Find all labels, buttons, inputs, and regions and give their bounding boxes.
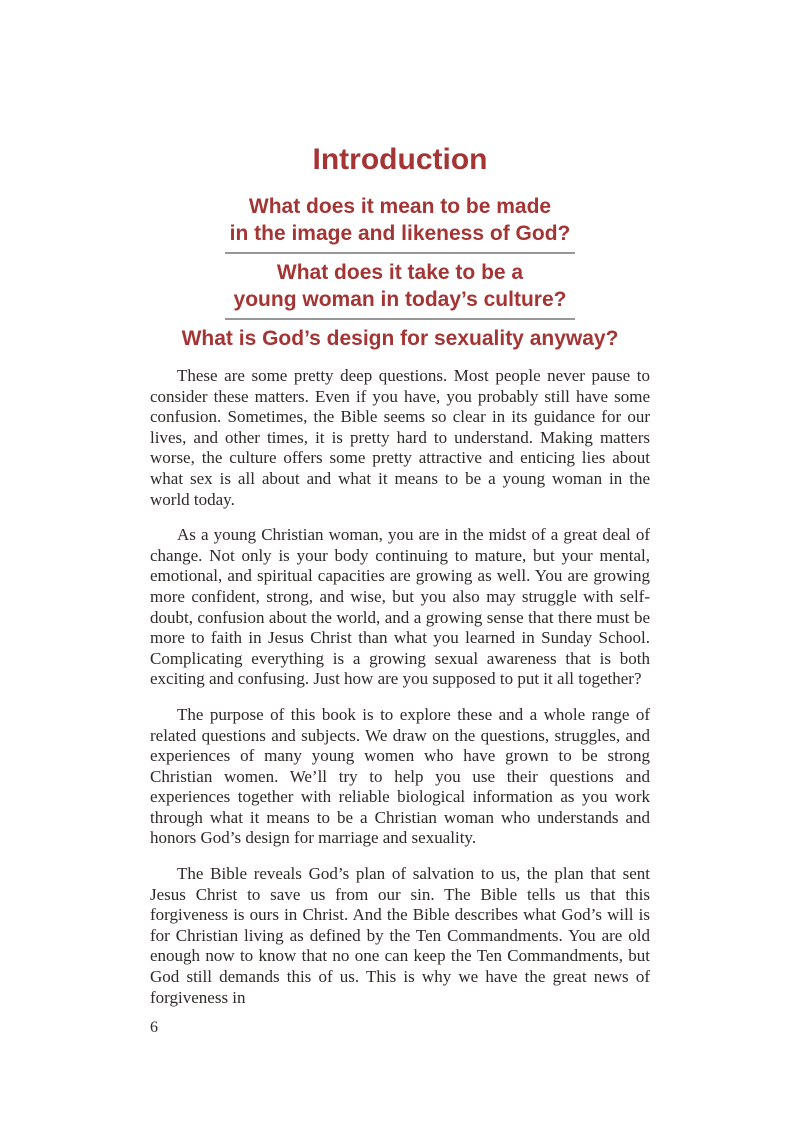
body-paragraph: The Bible reveals God’s plan of salvation to us, the plan that sent Jesus Christ to save us from our sin. The Bible tells us that this forgiveness is ours in Christ. And the Bible describes what God’s will is for Christian living as defined by the Ten Commandments. You are old enough now to know that no one can keep the Ten Commandments, but God still demands this of us. This is why we have the great news of forgiveness in <box>150 864 650 1007</box>
body-paragraph: As a young Christian woman, you are in the midst of a great deal of change. Not only is your body continuing to mature, but your mental, emotional, and spiritual capacities are growing as well. You are growing more confident, strong, and wise, but you also may struggle with self-doubt, confusion about the world, and a growing sense that there must be more to faith in Jesus Christ than what you learned in Sunday School. Complicating everything is a growing sexual awareness that is both exciting and confusing. Just how are you supposed to put it all together? <box>150 525 650 689</box>
section-divider <box>225 318 575 320</box>
body-paragraph: These are some pretty deep questions. Most people never pause to consider these matters. Even if you have, you probably still have some confusion. Sometimes, the Bible seems so clear in its guidance for our lives, and other times, it is pretty hard to understand. Making matters worse, the culture offers some pretty attractive and enticing lies about what sex is all about and what it means to be a young woman in the world today. <box>150 366 650 509</box>
question-heading-3 <box>150 325 650 352</box>
question-line: What is God’s design for sexuality anyway? <box>181 327 619 350</box>
question-line: What does it mean to be made <box>248 195 552 218</box>
question-heading-2 <box>150 259 650 313</box>
question-heading-1 <box>150 193 650 247</box>
body-paragraph: The purpose of this book is to explore these and a whole range of related questions and subjects. We draw on the questions, struggles, and experiences of many young women who have grown to be strong Christian women. We’ll try to help you use their questions and experiences together with reliable biological information as you work through what it means to be a Christian woman who understands and honors God’s design for marriage and sexuality. <box>150 704 650 848</box>
question-line: in the image and likeness of God? <box>229 222 571 245</box>
question-line: young woman in today’s culture? <box>233 288 567 311</box>
page-number: 6 <box>150 1019 158 1037</box>
page-title: Introduction <box>312 143 488 176</box>
body-text <box>150 366 650 1008</box>
question-line: What does it take to be a <box>276 261 524 284</box>
section-divider <box>225 252 575 254</box>
